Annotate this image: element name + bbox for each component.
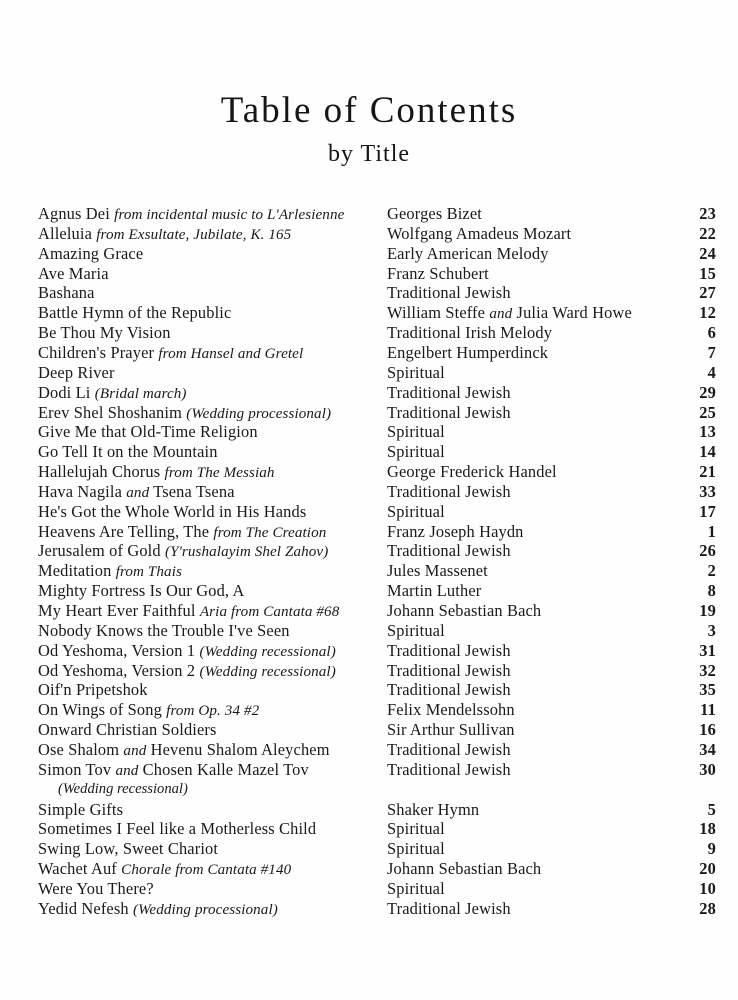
toc-entry-page-number: 6	[707, 323, 716, 343]
title-italic-qualifier: (Bridal march)	[94, 385, 187, 402]
title-italic-qualifier: from Hansel and Gretel	[158, 345, 304, 362]
title-main-text: Battle Hymn of the Republic	[38, 303, 232, 323]
title-main-text: Sometimes I Feel like a Motherless Child	[38, 819, 317, 839]
composer-main-text: Traditional Jewish	[387, 382, 511, 402]
toc-entry-title	[38, 641, 378, 663]
toc-entry[interactable]	[0, 621, 738, 641]
toc-entry-title	[38, 800, 378, 820]
toc-entry[interactable]	[0, 283, 738, 303]
toc-entry-page-number: 33	[699, 481, 716, 501]
toc-entry[interactable]	[0, 482, 738, 502]
toc-entry[interactable]	[0, 363, 738, 383]
title-main-text: Amazing Grace	[38, 243, 144, 263]
title-main-text: Simon Tov	[38, 759, 116, 779]
heading-block	[0, 92, 738, 166]
title-main-text: Were You There?	[38, 878, 154, 898]
title-main-text: Hallelujah Chorus	[38, 462, 165, 482]
toc-entry-page-number: 9	[707, 839, 716, 859]
composer-main-text: Traditional Jewish	[387, 481, 511, 501]
title-main-text: Be Thou My Vision	[38, 323, 171, 343]
composer-main-text: Felix Mendelssohn	[387, 700, 515, 720]
title-main-text: Give Me that Old-Time Religion	[38, 422, 258, 442]
title-main-text: Wachet Auf	[38, 859, 122, 879]
toc-entry-title	[38, 343, 378, 365]
toc-entry-page-number: 12	[699, 303, 716, 323]
toc-entry[interactable]	[0, 740, 738, 760]
toc-entry-page-number: 14	[699, 442, 716, 462]
title-italic-qualifier: (Wedding recessional)	[199, 663, 336, 680]
composer-main-text: Martin Luther	[387, 581, 482, 601]
composer-tail-text: Julia Ward Howe	[512, 303, 632, 323]
toc-entry-title	[38, 819, 378, 839]
toc-entry-title	[38, 244, 378, 264]
title-main-text: Erev Shel Shoshanim	[38, 402, 187, 422]
toc-entry-page-number: 32	[699, 660, 716, 680]
title-italic-qualifier: from Thais	[115, 564, 182, 581]
toc-entry[interactable]	[0, 403, 738, 423]
composer-main-text: Traditional Jewish	[387, 680, 511, 700]
composer-main-text: Franz Schubert	[387, 263, 489, 283]
composer-main-text: Shaker Hymn	[387, 799, 480, 819]
toc-entry-page-number: 26	[699, 541, 716, 561]
toc-entry-page-number: 20	[699, 859, 716, 879]
composer-main-text: Spiritual	[387, 501, 445, 521]
toc-entry-title	[38, 283, 378, 303]
toc-entry[interactable]	[0, 581, 738, 601]
composer-main-text: Johann Sebastian Bach	[387, 859, 542, 879]
title-main-text: Hava Nagila	[38, 481, 127, 501]
toc-entry-page-number: 27	[699, 283, 716, 303]
toc-entry[interactable]	[0, 502, 738, 522]
toc-entry[interactable]	[0, 541, 738, 561]
toc-entry[interactable]	[0, 244, 738, 264]
toc-entry-page-number: 30	[699, 759, 716, 779]
toc-entry[interactable]	[0, 859, 738, 879]
composer-main-text: Spiritual	[387, 442, 445, 462]
continuation-text: (Wedding recessional)	[58, 780, 188, 797]
toc-entry-page-number: 34	[699, 739, 716, 759]
toc-entry-title	[38, 859, 378, 881]
title-italic-qualifier: Aria from Cantata #68	[199, 604, 340, 620]
toc-entry-page-number: 19	[699, 601, 716, 620]
title-main-text: Onward Christian Soldiers	[38, 720, 217, 740]
title-main-text: Jerusalem of Gold	[38, 541, 165, 561]
toc-entry-title	[38, 839, 378, 859]
toc-entry-title	[38, 541, 378, 563]
toc-entry[interactable]	[0, 442, 738, 462]
title-main-text: Children's Prayer	[38, 342, 159, 362]
toc-entry-title	[38, 879, 378, 899]
title-main-text: On Wings of Song	[38, 700, 167, 720]
title-main-text: Meditation	[38, 561, 116, 581]
composer-main-text: Traditional Jewish	[387, 739, 511, 759]
title-tail-text: Chosen Kalle Mazel Tov	[138, 759, 309, 779]
toc-entry[interactable]	[0, 561, 738, 581]
toc-entry[interactable]	[0, 661, 738, 681]
toc-entry-title	[38, 760, 378, 782]
toc-entry-title	[38, 462, 378, 484]
composer-main-text: Jules Massenet	[387, 561, 488, 581]
title-main-text: Go Tell It on the Mountain	[38, 442, 218, 462]
toc-entry-page-number: 35	[699, 680, 716, 700]
toc-entry-page-number: 18	[699, 819, 716, 839]
toc-entry-title	[38, 621, 378, 641]
toc-entry-title	[38, 661, 378, 683]
title-main-text: Mighty Fortress Is Our God, A	[38, 581, 245, 601]
title-italic-qualifier: (Wedding processional)	[132, 901, 278, 918]
toc-entry-page-number: 16	[699, 720, 716, 740]
page-title: Table of Contents	[220, 90, 518, 131]
title-tail-text: Tsena Tsena	[149, 481, 235, 501]
toc-entry-page-number: 8	[707, 581, 716, 601]
toc-entry[interactable]	[0, 343, 738, 363]
title-main-text: Nobody Knows the Trouble I've Seen	[38, 620, 290, 640]
toc-entry[interactable]	[0, 760, 738, 780]
toc-entry-page-number: 13	[699, 422, 716, 442]
toc-entry[interactable]	[0, 800, 738, 820]
toc-entry[interactable]	[0, 264, 738, 284]
toc-entry-page-number: 31	[699, 640, 716, 660]
toc-entry-title	[38, 561, 378, 583]
toc-entry-page-number: 24	[699, 243, 716, 263]
toc-entry-page-number: 29	[699, 382, 716, 402]
page-subtitle: by Title	[327, 141, 411, 167]
toc-entry-page-number: 17	[699, 501, 716, 521]
toc-entry[interactable]	[0, 224, 738, 244]
composer-italic-conjunction: and	[489, 306, 513, 323]
toc-entry-title	[38, 581, 378, 601]
title-italic-qualifier: and	[126, 484, 150, 501]
toc-entry-page-number: 2	[707, 561, 716, 581]
toc-entry[interactable]	[0, 204, 738, 224]
toc-entry-page-number: 22	[699, 223, 716, 243]
toc-entry-title	[38, 700, 378, 722]
toc-entry-title	[38, 264, 378, 284]
toc-entry[interactable]	[0, 522, 738, 542]
toc-entry[interactable]	[0, 680, 738, 700]
toc-entry-title	[38, 303, 378, 323]
toc-entry[interactable]	[0, 700, 738, 720]
composer-main-text: Spiritual	[387, 839, 445, 859]
toc-entry-title	[38, 403, 378, 425]
toc-entry-title	[38, 522, 378, 544]
title-italic-qualifier: from Op. 34 #2	[166, 703, 260, 720]
title-main-text: Oif'n Pripetshok	[38, 680, 148, 700]
composer-main-text: George Frederick Handel	[387, 462, 557, 482]
toc-entry[interactable]	[0, 303, 738, 323]
title-main-text: Ose Shalom	[38, 739, 124, 759]
title-main-text: Dodi Li	[38, 382, 95, 402]
title-italic-qualifier: from incidental music to L'Arlesienne	[114, 207, 345, 223]
toc-entry-page-number: 11	[700, 700, 716, 720]
composer-main-text: Traditional Jewish	[387, 640, 511, 660]
toc-entry-page-number: 21	[699, 462, 716, 482]
toc-entry-list	[0, 204, 738, 919]
toc-entry[interactable]	[0, 462, 738, 482]
composer-main-text: Spiritual	[387, 422, 445, 442]
title-main-text: Simple Gifts	[38, 799, 124, 819]
title-main-text: Deep River	[38, 362, 115, 382]
title-italic-qualifier: from Exsultate, Jubilate, K. 165	[96, 226, 292, 243]
toc-entry-title	[38, 899, 378, 921]
composer-main-text: Traditional Jewish	[387, 283, 511, 303]
title-italic-qualifier: (Wedding processional)	[186, 405, 332, 422]
toc-entry-title	[38, 383, 378, 405]
composer-main-text: Wolfgang Amadeus Mozart	[387, 223, 572, 243]
toc-entry-title	[38, 363, 378, 383]
toc-entry[interactable]	[0, 323, 738, 343]
title-main-text: Agnus Dei	[38, 204, 115, 223]
toc-entry[interactable]	[0, 422, 738, 442]
composer-main-text: Traditional Jewish	[387, 898, 511, 918]
toc-entry-page-number: 10	[699, 878, 716, 898]
toc-entry-page-number: 23	[699, 204, 716, 223]
title-main-text: Od Yeshoma, Version 2	[38, 660, 200, 680]
composer-main-text: Georges Bizet	[387, 204, 482, 223]
toc-entry-title	[38, 442, 378, 462]
title-italic-qualifier: from The Messiah	[164, 465, 275, 482]
composer-main-text: Traditional Jewish	[387, 759, 511, 779]
composer-main-text: Engelbert Humperdinck	[387, 342, 549, 362]
toc-entry-title	[38, 740, 378, 762]
composer-main-text: Early American Melody	[387, 243, 549, 263]
toc-entry-page-number: 7	[707, 342, 716, 362]
toc-entry-title	[38, 502, 378, 522]
toc-entry[interactable]	[0, 601, 738, 621]
toc-entry-title	[38, 601, 378, 623]
composer-main-text: Spiritual	[387, 819, 445, 839]
title-main-text: He's Got the Whole World in His Hands	[38, 501, 307, 521]
toc-entry-page-number: 4	[707, 362, 716, 382]
composer-main-text: Spiritual	[387, 878, 445, 898]
toc-entry-page-number: 1	[707, 521, 716, 541]
composer-main-text: Traditional Jewish	[387, 402, 511, 422]
toc-entry-title	[38, 323, 378, 343]
composer-main-text: Spiritual	[387, 362, 445, 382]
toc-entry-page-number: 3	[707, 620, 716, 640]
composer-main-text: Traditional Irish Melody	[387, 323, 553, 343]
toc-entry[interactable]	[0, 819, 738, 839]
composer-main-text: Spiritual	[387, 620, 445, 640]
title-main-text: My Heart Ever Faithful	[38, 601, 200, 620]
composer-main-text: William Steffe	[387, 303, 490, 323]
toc-entry-page-number: 28	[699, 898, 716, 918]
toc-entry-title	[38, 720, 378, 740]
composer-main-text: Traditional Jewish	[387, 660, 511, 680]
toc-entry[interactable]	[0, 879, 738, 899]
composer-main-text: Franz Joseph Haydn	[387, 521, 524, 541]
title-italic-qualifier: Chorale from Cantata #140	[121, 862, 292, 879]
composer-main-text: Sir Arthur Sullivan	[387, 720, 515, 740]
title-tail-text: Hevenu Shalom Aleychem	[146, 739, 330, 759]
toc-entry-page-number: 15	[699, 263, 716, 283]
toc-entry-title	[38, 482, 378, 504]
title-main-text: Yedid Nefesh	[38, 898, 133, 918]
composer-main-text: Johann Sebastian Bach	[387, 601, 542, 620]
toc-entry-title	[38, 422, 378, 442]
title-italic-qualifier: (Wedding recessional)	[199, 643, 336, 660]
title-main-text: Bashana	[38, 283, 95, 303]
composer-main-text: Traditional Jewish	[387, 541, 511, 561]
toc-entry[interactable]	[0, 839, 738, 859]
title-main-text: Swing Low, Sweet Chariot	[38, 839, 219, 859]
title-main-text: Heavens Are Telling, The	[38, 521, 214, 541]
toc-entry-continuation	[0, 780, 738, 800]
toc-entry[interactable]	[0, 383, 738, 403]
toc-entry[interactable]	[0, 720, 738, 740]
toc-entry-page-number: 25	[699, 402, 716, 422]
title-italic-qualifier: from The Creation	[213, 524, 327, 541]
toc-entry-title	[38, 680, 378, 700]
toc-entry-title	[38, 204, 378, 226]
title-main-text: Alleluia	[38, 223, 97, 243]
toc-entry-page-number: 5	[707, 799, 716, 819]
toc-entry[interactable]	[0, 641, 738, 661]
title-italic-qualifier: (Y'rushalayim Shel Zahov)	[164, 544, 329, 561]
title-main-text: Od Yeshoma, Version 1	[38, 640, 200, 660]
title-main-text: Ave Maria	[38, 263, 109, 283]
toc-entry[interactable]	[0, 899, 738, 919]
title-italic-qualifier: and	[115, 762, 139, 779]
title-italic-qualifier: and	[123, 742, 147, 759]
toc-entry-title	[38, 224, 378, 246]
